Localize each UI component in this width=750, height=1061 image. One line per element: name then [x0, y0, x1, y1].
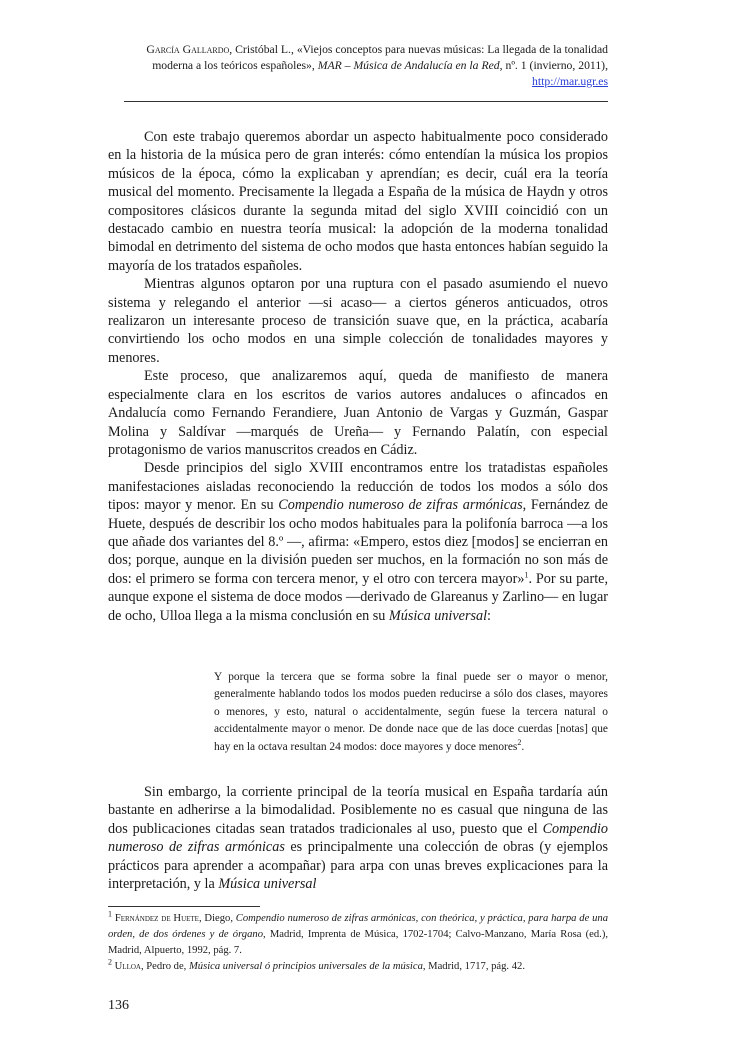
paragraph-3: Este proceso, que analizaremos aquí, queda de manifiesto de manera especialmente clara en los escritos de varios autores andaluces o afincados en Andalucía como Fernando Ferandiere, Juan Antonio de Vargas y Guzmán, Gaspar Molina y Saldívar —marqués de Ureña— y Fernando Palatín, con especial protagonismo de varios manuscritos creados en Cádiz.	[108, 368, 608, 458]
work-title-compendio: Compendio numeroso de zifras armónicas	[278, 497, 523, 514]
quote-body: Y porque la tercera que se forma sobre la final puede ser o mayor o menor, generalmente hablando todos los modos pueden reducirse a sólo dos clases, mayores o menores, y esto, natural o accidentalmente, según fuese la tercera natural o accidentalmente mayor o menor. De donde nace que de las doce cuerdas [notas] que hay en la octava resultan 24 modos: doce mayores y doce menores	[214, 671, 608, 753]
quote-end: .	[521, 740, 525, 753]
paragraph-4-text-b: , Fernández de Huete, después de describir los ocho modos habituales para la polifonía barroca —a los que añade dos variantes del 8.º —, afirma: «Empero, estos diez [modos] se encierran en dos; porque, aunque en la división pueden ser muchos, en la formación no son más de dos: el primero se forma con tercera menor, y el otro con tercera mayor»	[108, 497, 608, 587]
header-url-link[interactable]: http://mar.ugr.es	[532, 75, 608, 88]
footnote-1-title: Compendio numeroso de zifras armónicas, con theórica, y práctica, para harpa de una orden, de dos órdenes y de órgano	[108, 913, 608, 940]
paragraph-5	[108, 783, 608, 893]
footnotes	[108, 911, 608, 975]
header-rule	[124, 101, 608, 102]
paragraph-1: Con este trabajo queremos abordar un aspecto habitualmente poco considerado en la historia de la música pero de gran interés: cómo entendían la música los propios músicos de la época, cómo la explicaban y aprendían; es decir, cuál era la teoría musical del momento. Precisamente la llegada a España de la música de Haydn y otros compositores clásicos durante la segunda mitad del siglo XVIII coincidió con un destacado cambio en nuestra teoría musical: la adopción de la moderna tonalidad bimodal en detrimento del sistema de ocho modos que hasta entonces habían seguido la mayoría de los tratados españoles.	[108, 129, 608, 274]
page-number: 136	[108, 998, 129, 1013]
footnote-ref-1[interactable]: 1	[524, 570, 529, 580]
footnote-ref-2[interactable]: 2	[517, 737, 522, 747]
footnote-2-number: 2	[108, 957, 112, 967]
paragraph-4-text-c: . Por su parte, aunque expone el sistema de doce modos —derivado de Glareanus y Zarlino— en lugar de ocho, Ulloa llega a la misma conclusión en su	[108, 570, 608, 624]
footnote-1-author: Fernández de Huete	[114, 913, 199, 924]
footnote-1-text-b: , Madrid, Imprenta de Música, 1702-1704; Calvo-Manzano, María Rosa (ed.), Madrid, Alpuerto, 1992, pág. 7.	[108, 929, 609, 956]
quote-text	[214, 669, 608, 756]
header-author: García Gallardo	[146, 43, 230, 56]
block-quote	[214, 669, 608, 756]
main-text-continued	[108, 783, 608, 893]
work-title-musica-universal: Música universal	[388, 607, 488, 624]
main-text	[108, 128, 608, 625]
footnote-2-text-a: , Pedro de,	[140, 961, 189, 972]
paragraph-5-text-a: Sin embargo, la corriente principal de la teoría musical en España tardaría aún bastante en adherirse a la bimodalidad. Posiblemente no es casual que ninguna de las dos publicaciones citadas sean tratados tradicionales al uso, puesto que el	[108, 784, 608, 837]
paragraph-4	[108, 459, 608, 625]
paragraph-4-text-a: Desde principios del siglo XVIII encontramos entre los tratadistas españoles manifestaciones aisladas reconociendo la reducción de todos los modos a sólo dos tipos: mayor y menor. En su	[108, 460, 608, 514]
header-citation: , Cristóbal L., «Viejos conceptos para nuevas músicas: La llegada de la tonalidad moderna a los teóricos españoles»,	[152, 43, 608, 72]
work-title-musica-universal-2: Música universal	[218, 876, 317, 893]
footnote-1-number: 1	[108, 909, 112, 919]
footnote-2	[108, 959, 608, 975]
running-header	[122, 42, 608, 90]
paragraph-2: Mientras algunos optaron por una ruptura con el pasado asumiendo el nuevo sistema y relegando el anterior —si acaso— a ciertos géneros anticuados, otros realizaron un interesante proceso de transición suave que, en la práctica, acabaría convirtiendo los ocho modos en una simple colección de tonalidades mayores y menores.	[108, 276, 608, 366]
footnote-2-author: Ulloa	[114, 961, 141, 972]
paragraph-5-text-b: es principalmente una colección de obras (y ejemplos prácticos para aprender a acompañar) para arpa con unas breves explicaciones para la interpretación, y la	[108, 839, 608, 893]
header-issue: , nº. 1 (invierno, 2011),	[499, 59, 608, 72]
footnote-1-text-a: , Diego,	[198, 913, 236, 924]
footnote-rule	[108, 906, 260, 907]
footnote-2-text-b: , Madrid, 1717, pág. 42.	[422, 961, 525, 972]
header-journal: MAR – Música de Andalucía en la Red	[317, 59, 500, 72]
footnote-1	[108, 911, 608, 959]
work-title-compendio-2: Compendio numeroso de zifras armónicas	[108, 820, 608, 856]
paragraph-4-text-d: :	[487, 607, 491, 624]
footnote-2-title: Música universal ó principios universales de la música	[188, 961, 423, 972]
